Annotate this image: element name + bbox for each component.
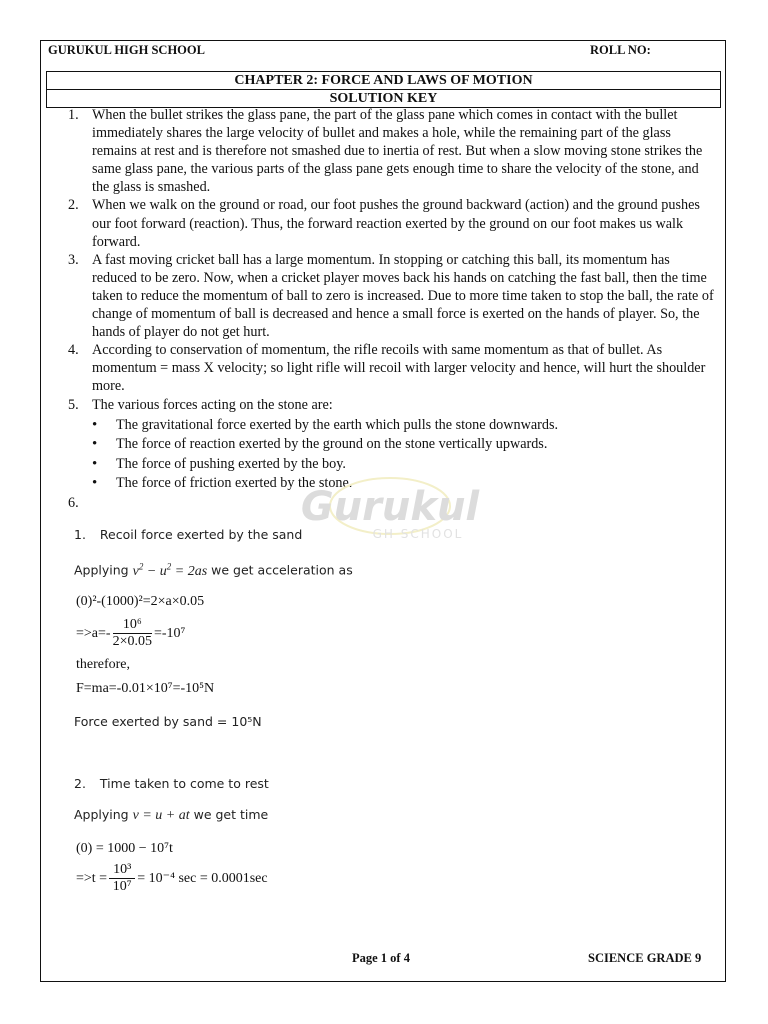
solution-key-title: SOLUTION KEY — [46, 89, 721, 108]
school-name: GURUKUL HIGH SCHOOL — [48, 43, 205, 57]
watermark-text: Gurukul — [300, 484, 480, 530]
equation-suffix: = 10⁻⁴ sec = 0.0001sec — [137, 871, 268, 886]
grade-label: SCIENCE GRADE 9 — [588, 951, 702, 965]
roll-no-label: ROLL NO: — [590, 43, 651, 57]
fraction — [113, 617, 152, 650]
bullet-item: • The force of pushing exerted by the boy. — [92, 455, 718, 475]
chapter-title: CHAPTER 2: FORCE AND LAWS OF MOTION — [46, 71, 721, 90]
numerator: 10⁶ — [113, 617, 152, 634]
page-header — [48, 43, 718, 59]
equation-line-1: (0)²-(1000)²=2×a×0.05 — [76, 594, 205, 609]
page-number: Page 1 of 4 — [352, 951, 410, 965]
denominator: 2×0.05 — [112, 634, 152, 649]
time-equation-2 — [76, 862, 268, 895]
answer-number: 2. — [68, 197, 79, 214]
answer-item — [64, 106, 718, 196]
part1-heading — [74, 527, 302, 542]
force-equation: F=ma=-0.01×10⁷=-10⁵N — [76, 681, 215, 696]
equation-line-2 — [76, 617, 185, 650]
denominator: 10⁷ — [112, 879, 132, 894]
part2-heading-text: Time taken to come to rest — [99, 776, 269, 791]
answer-item — [64, 341, 718, 395]
answer-item — [64, 196, 718, 250]
fraction — [109, 862, 135, 895]
answer-number: 3. — [68, 251, 79, 268]
answer-number: 1. — [68, 107, 79, 123]
time-equation-1: (0) = 1000 − 10⁷t — [76, 841, 173, 856]
bullet-item: • The force of friction exerted by the stone. — [92, 474, 718, 494]
answer-text: A fast moving cricket ball has a large momentum. In stopping or catching this ball, its momentum has reduced to be zero. Now, when a cricket player moves back his hands on catching the fast ball, then the time taken to reduce the momentum of ball to zero is increased. Due to more time taken to stop the ball, the rate of change of momentum of ball is decreased and hence a small force is exerted on the hands of player. So, the hands of player do not get hurt. — [92, 251, 714, 341]
answer-text: When we walk on the ground or road, our foot pushes the ground backward (action) and the ground pushes our foot forward (reaction). Thus, the forward reaction exerted by the ground on our foot makes us walk forward. — [92, 197, 700, 250]
equation-suffix: =-10⁷ — [153, 625, 186, 641]
watermark-subtext: GH SCHOOL — [372, 527, 464, 541]
acceleration-label: we get acceleration as — [211, 562, 353, 578]
applying-label: Applying — [74, 807, 129, 822]
bullet-item: • The gravitational force exerted by the earth which pulls the stone downwards. — [92, 416, 718, 436]
equation-prefix: =>t = — [76, 870, 108, 886]
answer-number: 4. — [68, 342, 79, 359]
answer-number: 6. — [68, 494, 79, 511]
answer-text: According to conservation of momentum, the rifle recoils with same momentum as that of bullet. As momentum = mass X velocity; so light rifle will recoil with larger velocity and hence, will hurt the shoulder more. — [92, 342, 706, 395]
part2-heading — [74, 776, 269, 791]
part1-applying-line — [74, 561, 353, 580]
formula-v-u-at: v = u + at — [132, 808, 190, 823]
answer-item — [64, 251, 718, 341]
part1-number: 1. — [74, 527, 86, 542]
answer-text: The various forces acting on the stone are: — [92, 396, 333, 413]
answer-item — [64, 396, 718, 494]
part1-heading-text: Recoil force exerted by the sand — [99, 527, 303, 542]
part2-applying-line — [74, 807, 268, 824]
equation-prefix: =>a=- — [76, 625, 111, 641]
force-bullet-list — [92, 416, 718, 494]
formula-v2-u2: $v^2 - u^2 = 2as$ — [132, 561, 208, 579]
applying-label: Applying — [74, 562, 129, 578]
time-label: we get time — [193, 807, 269, 822]
therefore-label: therefore, — [76, 657, 131, 672]
answer-text: When the bullet strikes the glass pane, the part of the glass pane which comes in contact with the bullet immediately shares the large velocity of bullet and makes a hole, while the remaining part of the glass remains at rest and is therefore not smashed due to inertia of rest. But when a slow moving stone strikes the same glass pane, the various parts of the glass pane gets enough time to share the velocity of the stone, and the glass is smashed. — [92, 107, 703, 196]
bullet-item: • The force of reaction exerted by the ground on the stone vertically upwards. — [92, 435, 718, 455]
force-result: Force exerted by sand = 10⁵N — [74, 714, 262, 729]
part2-number: 2. — [74, 776, 86, 791]
numerator: 10³ — [109, 862, 135, 879]
answer-number: 5. — [68, 396, 79, 413]
